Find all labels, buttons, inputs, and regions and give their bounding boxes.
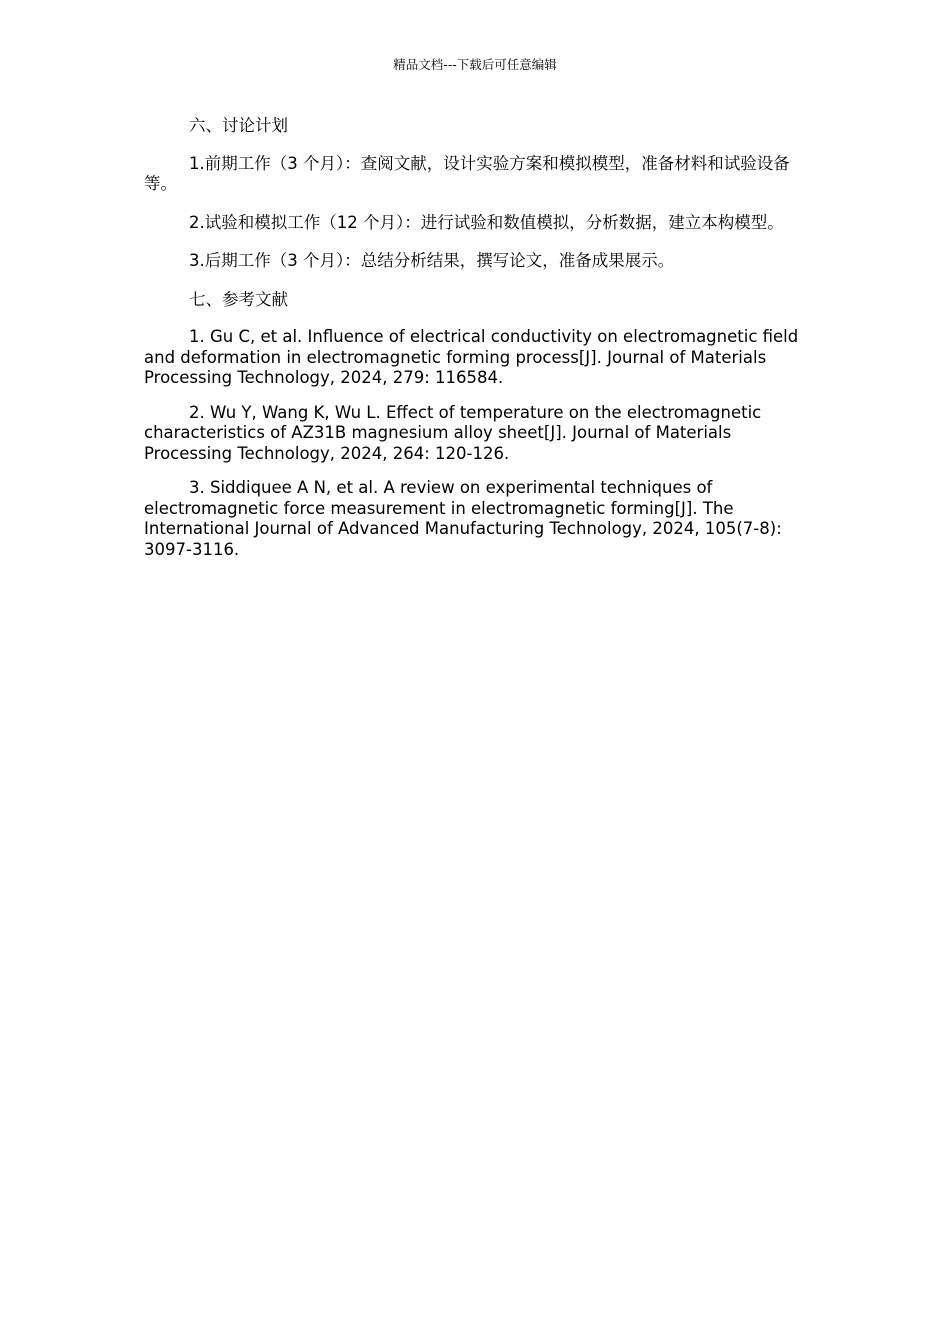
document-body: [144, 116, 806, 574]
section-title-discussion-plan: 六、讨论计划: [189, 116, 288, 135]
reference-item-2: 2. Wu Y, Wang K, Wu L. Effect of temperature on the electromagnetic characteristics of AZ31B magnesium alloy sheet[J]. Journal of Materials Processing Technology, 2024, 264: 120-126.: [144, 402, 762, 463]
reference-item-1: 1. Gu C, et al. Influence of electrical conductivity on electromagnetic field and deformation in electromagnetic forming process[J]. Journal of Materials Processing Technology, 2024, 279: 116584.: [144, 327, 799, 387]
section-title-references: 七、参考文献: [189, 289, 288, 309]
plan-item-early-work: 1.前期工作（3 个月）：查阅文献，设计实验方案和模拟模型，准备材料和试验设备等。: [144, 153, 790, 193]
page-header: 精品文档---下载后可任意编辑: [393, 57, 557, 72]
plan-item-late-work: 3.后期工作（3 个月）：总结分析结果，撰写论文，准备成果展示。: [189, 251, 675, 270]
reference-item-3: 3. Siddiquee A N, et al. A review on experimental techniques of electromagnetic force measurement in electromagnetic forming[J]. The International Journal of Advanced Manufacturing Technology, 2024, 105(7-8): 3097-3116.: [144, 478, 782, 559]
plan-item-experiment-simulation: 2.试验和模拟工作（12 个月）：进行试验和数值模拟，分析数据，建立本构模型。: [189, 212, 784, 232]
